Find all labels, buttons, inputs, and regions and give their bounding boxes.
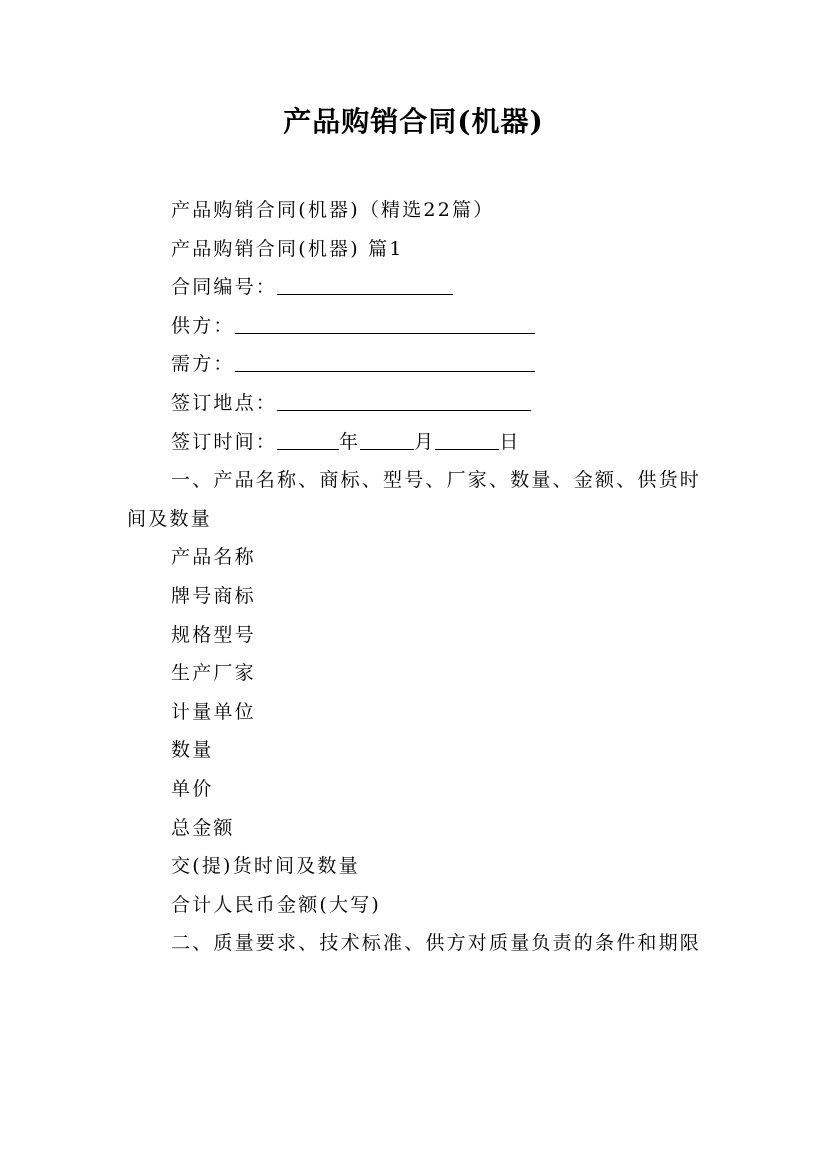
month-label: 月	[414, 430, 436, 453]
item-line: 交(提)货时间及数量	[171, 855, 360, 878]
buyer-row	[127, 345, 707, 384]
month-blank	[360, 427, 414, 450]
sign-time-row	[127, 423, 707, 462]
section2-heading: 二、质量要求、技术标准、供方对质量负责的条件和期限	[171, 932, 702, 955]
contract-number-row	[127, 268, 707, 307]
day-blank	[435, 427, 499, 450]
item-line: 总金额	[171, 816, 235, 839]
item-line: 规格型号	[171, 623, 256, 646]
sign-time-label: 签订时间：	[171, 430, 278, 453]
supplier-label: 供方：	[171, 314, 235, 337]
day-label: 日	[499, 430, 521, 453]
item-line: 产品名称	[171, 546, 256, 569]
buyer-label: 需方：	[171, 353, 235, 376]
document-body	[127, 191, 707, 963]
supplier-row	[127, 307, 707, 346]
year-label: 年	[339, 430, 361, 453]
buyer-blank	[235, 349, 535, 372]
document-title: 产品购销合同(机器)	[283, 105, 544, 138]
subtitle-line: 产品购销合同(机器)（精选22篇）	[171, 199, 495, 221]
item-line: 单价	[171, 777, 214, 800]
sign-place-blank	[277, 388, 531, 411]
supplier-blank	[235, 311, 535, 334]
sign-place-row	[127, 384, 707, 423]
year-blank	[277, 427, 339, 450]
contract-number-blank	[277, 272, 453, 295]
contract-number-label: 合同编号：	[171, 276, 278, 299]
item-line: 生产厂家	[171, 662, 256, 685]
section1-heading: 一、产品名称、商标、型号、厂家、数量、金额、供货时间及数量	[127, 469, 702, 530]
item-line: 合计人民币金额(大写)	[171, 893, 382, 916]
item-line: 牌号商标	[171, 584, 256, 607]
item-line: 数量	[171, 739, 214, 762]
item-line: 计量单位	[171, 700, 256, 723]
sign-place-label: 签订地点：	[171, 391, 278, 414]
chapter-heading: 产品购销合同(机器) 篇1	[171, 237, 404, 260]
